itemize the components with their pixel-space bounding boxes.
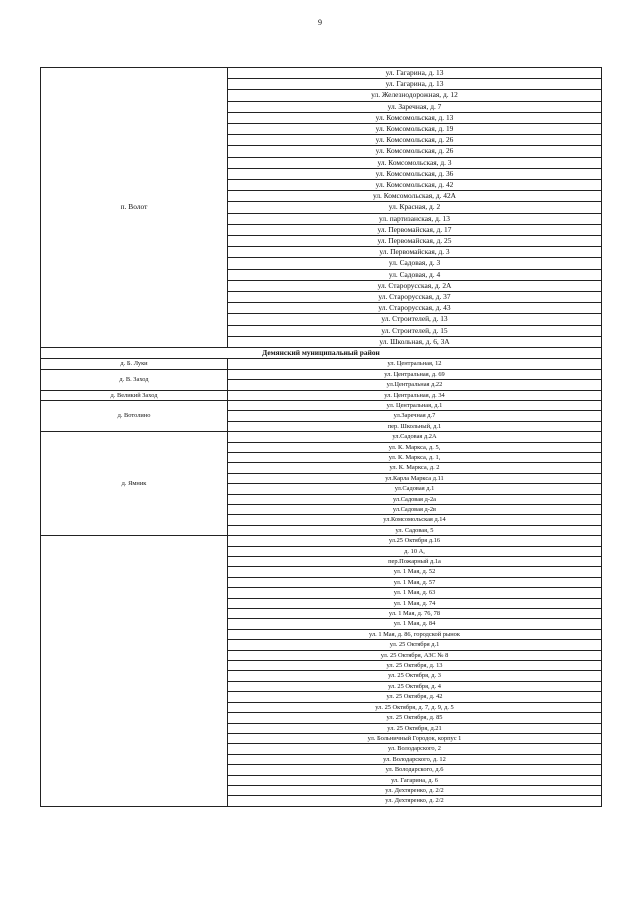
settlement-cell: д. Б. Луки	[41, 359, 228, 369]
address-cell: ул. Комсомольская, д. 13	[228, 112, 602, 123]
address-cell: ул.Садовая д.2А	[228, 432, 602, 442]
table-row	[41, 359, 602, 369]
address-cell: ул. 25 Октября, д. 42	[228, 692, 602, 702]
address-cell: ул.Садовая д-2а	[228, 494, 602, 504]
address-cell: ул. Комсомольская, д. 26	[228, 135, 602, 146]
address-cell: ул. 1 Мая, д. 52	[228, 567, 602, 577]
settlement-cell: д. Вотолино	[41, 400, 228, 431]
address-cell: ул. Комсомольская, д. 36	[228, 168, 602, 179]
address-cell: ул. 25 Октября, д. 4	[228, 681, 602, 691]
address-cell: ул. 25 Октября, д. 85	[228, 713, 602, 723]
address-cell: ул. Володарского, д.6	[228, 765, 602, 775]
address-cell: ул. 1 Мая, д. 86, городской рынок	[228, 629, 602, 639]
address-cell: ул. Садовая, д. 3	[228, 258, 602, 269]
address-cell: ул. партизанская, д. 13	[228, 213, 602, 224]
settlement-cell: д. В. Заход	[41, 369, 228, 390]
address-cell: ул. 25 Октября, д. 3	[228, 671, 602, 681]
table-row	[41, 390, 602, 400]
address-cell: пер.Пожарный д.1а	[228, 557, 602, 567]
address-cell: ул. 1 Мая, д. 84	[228, 619, 602, 629]
address-cell: ул. Первомайская, д. 17	[228, 224, 602, 235]
settlement-cell: д. Ямник	[41, 432, 228, 536]
address-cell: ул. К. Маркса, д. 5,	[228, 442, 602, 452]
settlement-cell: п. Волот	[41, 68, 228, 348]
address-cell: пер. Школьный, д.1	[228, 421, 602, 431]
address-cell: ул. К. Маркса, д. 1,	[228, 452, 602, 462]
address-cell: ул. Больничный Городок, корпус 1	[228, 733, 602, 743]
address-cell: ул.25 Октября д.16	[228, 536, 602, 546]
address-cell: ул. Старорусская, д. 2А	[228, 280, 602, 291]
address-cell: ул. Красная, д. 2	[228, 202, 602, 213]
table-row	[41, 400, 602, 410]
address-cell: ул. Гагарина, д. 13	[228, 79, 602, 90]
table-row	[41, 432, 602, 442]
address-cell: д. 10 А,	[228, 546, 602, 556]
table-row	[41, 369, 602, 379]
address-cell: ул. Первомайская, д. 3	[228, 247, 602, 258]
address-cell: ул. 1 Мая, д. 74	[228, 598, 602, 608]
address-cell: ул.Комсомольская д.14	[228, 515, 602, 525]
address-cell: ул.Центральная д.22	[228, 380, 602, 390]
address-cell: ул. 25 Октября, д. 13	[228, 661, 602, 671]
address-cell: ул. Центральная, д. 34	[228, 390, 602, 400]
address-cell: ул. 1 Мая, д. 57	[228, 577, 602, 587]
section-row	[41, 348, 602, 359]
address-cell: ул. Старорусская, д. 43	[228, 303, 602, 314]
address-cell: ул. Гагарина, д. 6	[228, 775, 602, 785]
address-cell: ул. 1 Мая, д. 76, 78	[228, 609, 602, 619]
address-cell: ул. Центральная, 12	[228, 359, 602, 369]
address-cell: ул. 25 Октября д.1	[228, 640, 602, 650]
address-cell: ул. Володарского, д. 12	[228, 754, 602, 764]
address-cell: ул. 25 Октября, д. 7, д. 9, д. 5	[228, 702, 602, 712]
address-cell: ул. Комсомольская, д. 26	[228, 146, 602, 157]
address-cell: ул. Центральная, д. 69	[228, 369, 602, 379]
address-cell: ул. Володарского, 2	[228, 744, 602, 754]
address-cell: ул. Старорусская, д. 37	[228, 292, 602, 303]
address-cell: ул. Садовая, д. 4	[228, 269, 602, 280]
address-cell: ул. Центральная, д.1	[228, 400, 602, 410]
address-table	[40, 67, 602, 807]
address-cell: ул.Садовая д.1	[228, 484, 602, 494]
settlement-cell	[41, 536, 228, 807]
address-cell: ул. Строителей, д. 13	[228, 314, 602, 325]
address-cell: ул. Комсомольская, д. 19	[228, 124, 602, 135]
address-cell: ул. Комсомольская, д. 42А	[228, 191, 602, 202]
address-cell: ул. 25 Октября, АЗС № 8	[228, 650, 602, 660]
section-title: Демянский муниципальный район	[41, 348, 602, 359]
address-cell: ул. Комсомольская, д. 42	[228, 180, 602, 191]
address-cell: ул. Заречная, д. 7	[228, 101, 602, 112]
address-cell: ул. 25 Октября, д.21	[228, 723, 602, 733]
address-cell: ул. 1 Мая, д. 63	[228, 588, 602, 598]
address-cell: ул. Железнодорожная, д. 12	[228, 90, 602, 101]
address-cell: ул.Карла Маркса д.11	[228, 473, 602, 483]
address-cell: ул. Гагарина, д. 13	[228, 68, 602, 79]
address-cell: ул. Комсомольская, д. 3	[228, 157, 602, 168]
address-cell: ул. Школьная, д. 6, 3А	[228, 336, 602, 347]
address-cell: ул. Дехтяренко, д. 2/2	[228, 796, 602, 806]
address-cell: ул.Садовая д-2в	[228, 504, 602, 514]
address-cell: ул. Первомайская, д. 25	[228, 236, 602, 247]
table-row	[41, 68, 602, 79]
settlement-cell: д. Великий Заход	[41, 390, 228, 400]
address-cell: ул. Дехтяренко, д. 2/2	[228, 785, 602, 795]
table-row	[41, 536, 602, 546]
address-cell: ул. К. Маркса, д. 2	[228, 463, 602, 473]
address-cell: ул. Строителей, д. 15	[228, 325, 602, 336]
page-number: 9	[318, 18, 322, 27]
address-cell: ул.Заречная д.7	[228, 411, 602, 421]
address-cell: ул. Садовая, 5	[228, 525, 602, 535]
